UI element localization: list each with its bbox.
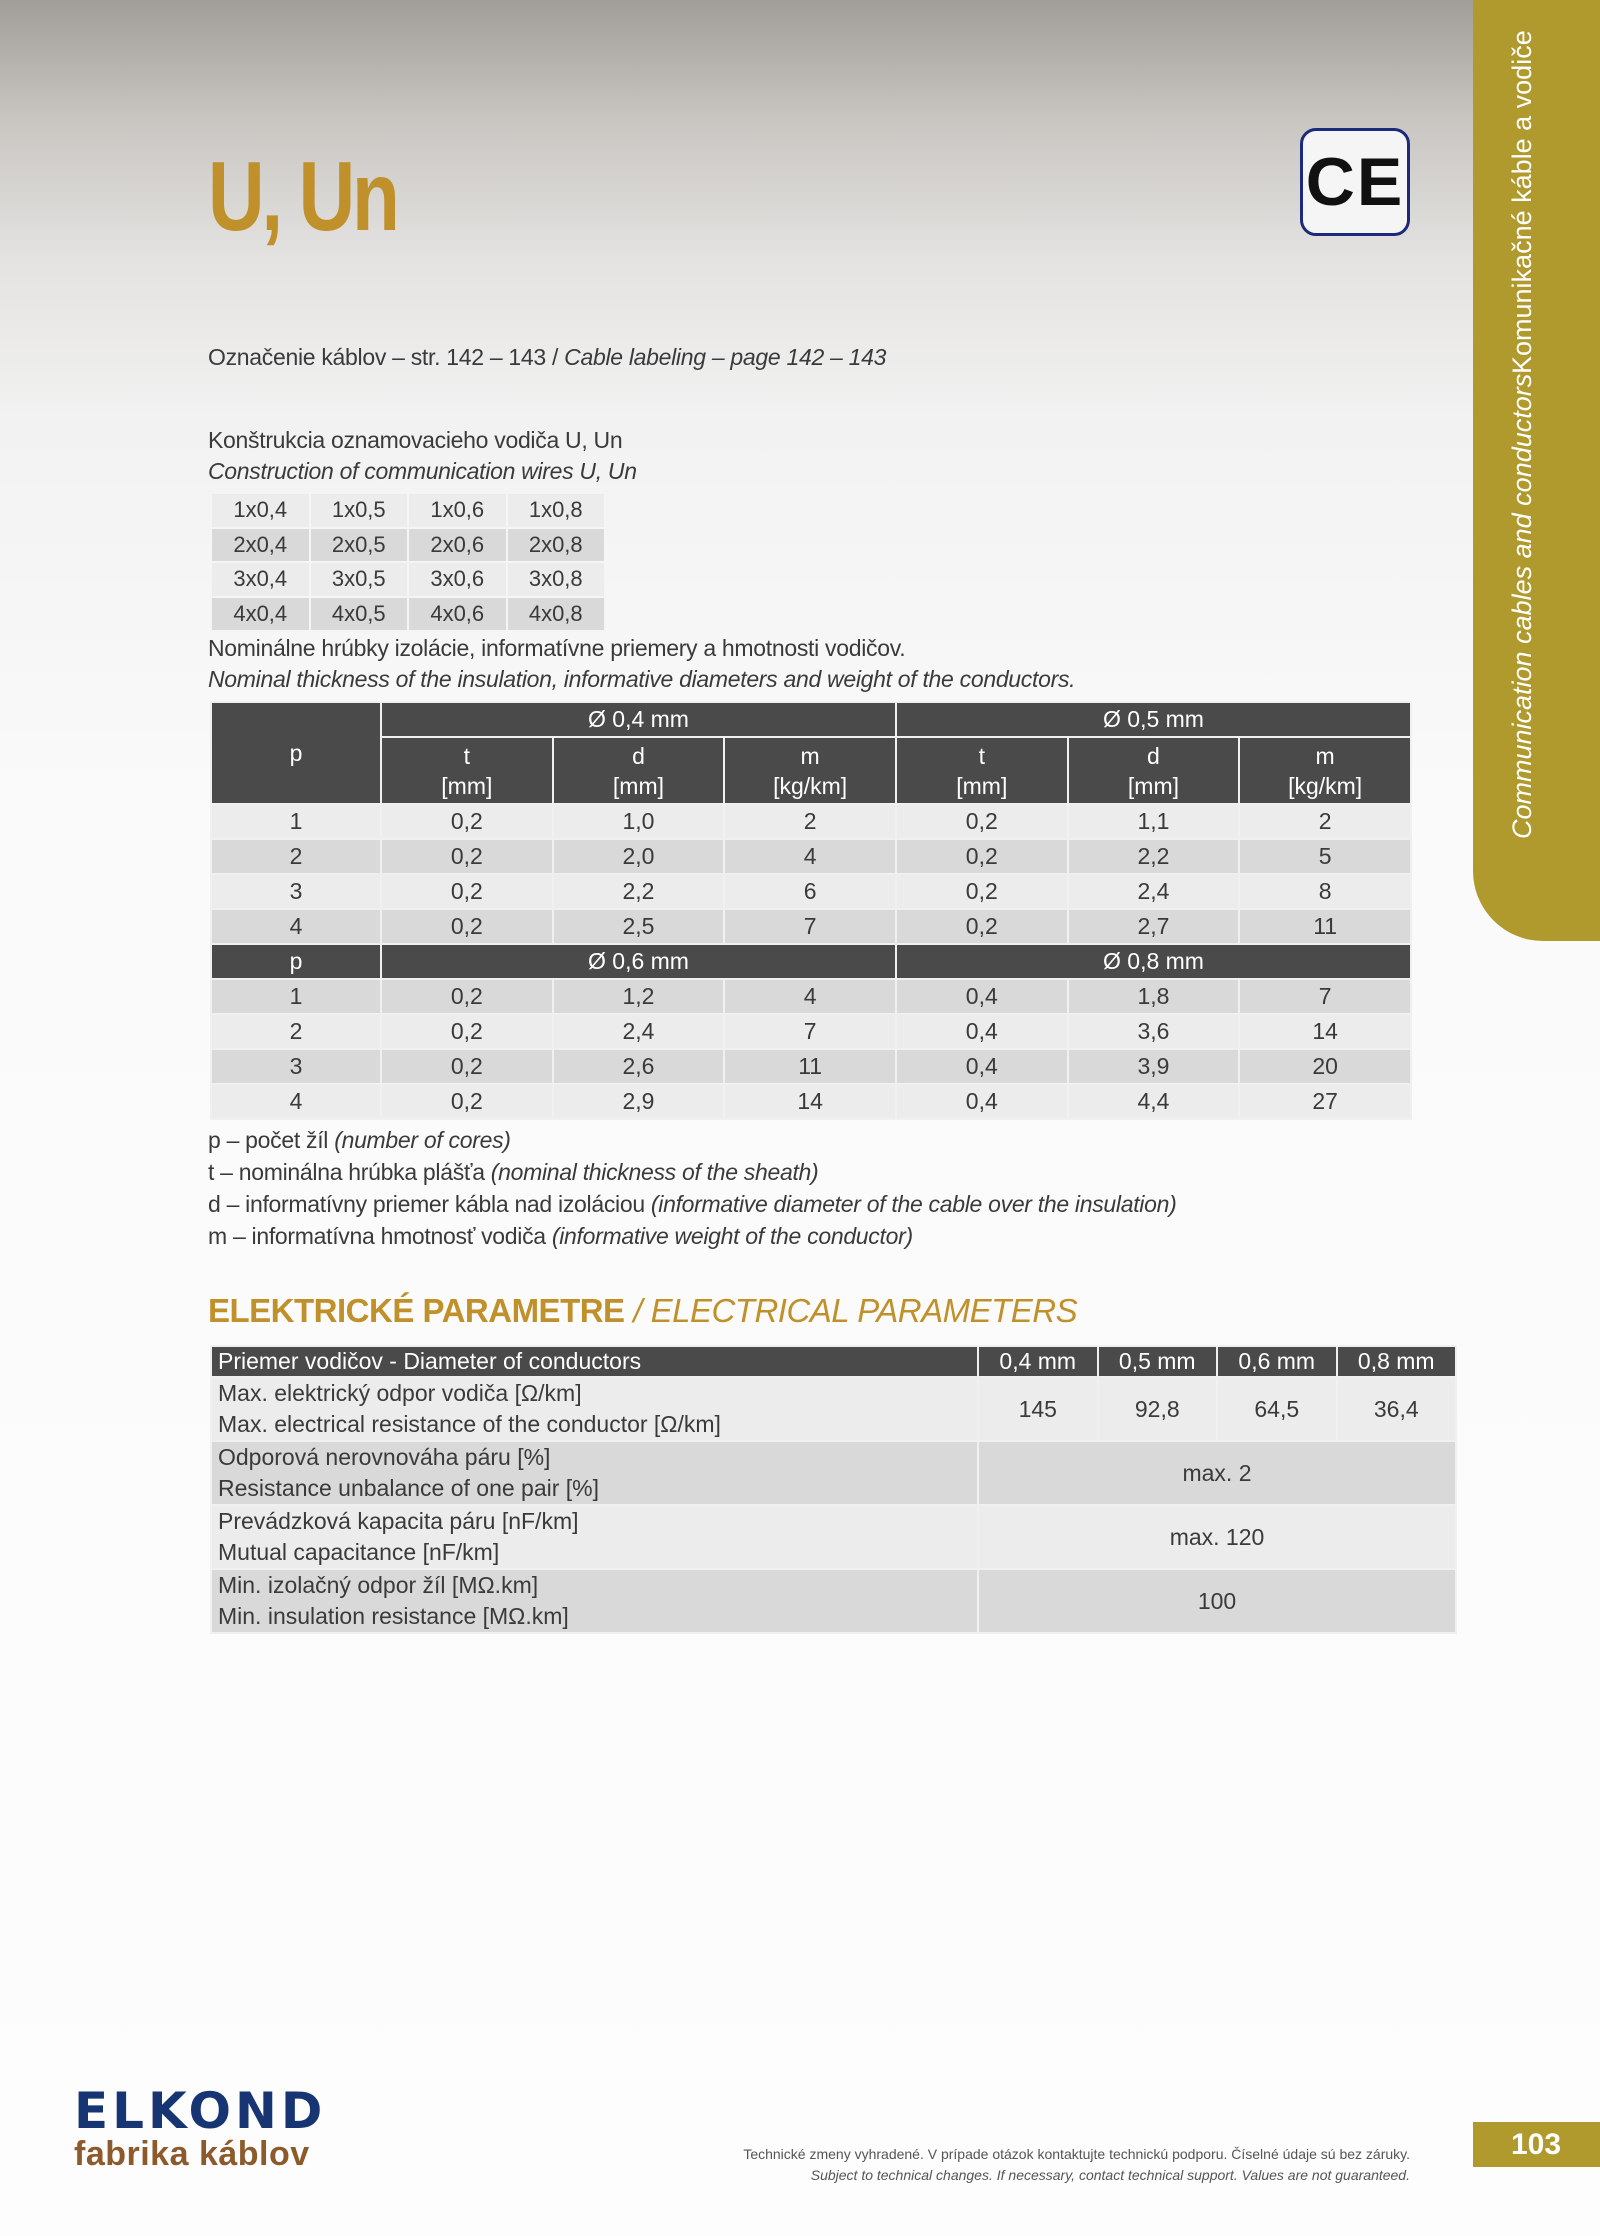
electrical-header: Priemer vodičov - Diameter of conductors <box>211 1346 978 1377</box>
table-cell: 27 <box>1239 1084 1411 1119</box>
table-cell: 0,2 <box>381 979 553 1014</box>
table-cell: 0,2 <box>381 909 553 944</box>
table-row <box>211 909 1411 944</box>
param-sk: Odporová nerovnováha páru [%] <box>218 1444 551 1470</box>
col-header-unit: [mm] <box>612 772 665 799</box>
col-header-p: p <box>211 944 381 979</box>
legend-en: (informative diameter of the cable over the insulation) <box>650 1191 1177 1217</box>
param-value: max. 2 <box>978 1441 1456 1505</box>
legend-en: (nominal thickness of the sheath) <box>490 1159 819 1185</box>
table-cell: 2 <box>211 1014 381 1049</box>
param-sk: Prevádzková kapacita páru [nF/km] <box>218 1508 579 1534</box>
legend-sk: t – nominálna hrúbka plášťa <box>208 1159 491 1185</box>
table-cell: 1x0,6 <box>408 493 507 528</box>
table-row <box>211 874 1411 909</box>
table-row <box>211 1505 1456 1569</box>
table-row <box>211 562 605 597</box>
table-cell: 1 <box>211 979 381 1014</box>
table-cell: 1x0,4 <box>211 493 310 528</box>
table-cell: 0,4 <box>896 1049 1068 1084</box>
page-title: U, Un <box>208 141 397 251</box>
labeling-en: Cable labeling – page 142 – 143 <box>564 344 887 370</box>
col-header-unit: [mm] <box>956 772 1008 799</box>
table-cell: 11 <box>724 1049 896 1084</box>
col-header-p: p <box>211 702 381 804</box>
table-cell: 3x0,8 <box>507 562 606 597</box>
table-cell: 2,7 <box>1068 909 1240 944</box>
table-cell: 1,2 <box>553 979 725 1014</box>
table-cell: 0,2 <box>381 874 553 909</box>
nominal-title-sk: Nominálne hrúbky izolácie, informatívne priemery a hmotnosti vodičov. <box>208 635 906 661</box>
col-header-t <box>381 737 553 804</box>
labeling-reference <box>208 344 886 371</box>
param-en: Resistance unbalance of one pair [%] <box>218 1475 600 1501</box>
table-cell: 0,2 <box>896 909 1068 944</box>
param-value: 36,4 <box>1337 1377 1457 1441</box>
param-value: 64,5 <box>1217 1377 1337 1441</box>
table-cell: 2 <box>211 839 381 874</box>
table-cell: 0,4 <box>896 1014 1068 1049</box>
legend-item <box>208 1191 1176 1218</box>
table-cell: 5 <box>1239 839 1411 874</box>
table-cell: 4x0,5 <box>310 597 409 632</box>
table-cell: 4 <box>724 839 896 874</box>
page-number: 103 <box>1473 2122 1600 2167</box>
table-cell: 14 <box>724 1084 896 1119</box>
table-cell: 2,5 <box>553 909 725 944</box>
param-value: 145 <box>978 1377 1098 1441</box>
param-en: Mutual capacitance [nF/km] <box>218 1539 500 1565</box>
table-cell: 2,2 <box>553 874 725 909</box>
ce-mark-logo: CE <box>1300 128 1410 236</box>
param-value: 92,8 <box>1098 1377 1218 1441</box>
param-label <box>211 1505 978 1569</box>
param-label <box>211 1377 978 1441</box>
table-cell: 3x0,5 <box>310 562 409 597</box>
table-cell: 1,8 <box>1068 979 1240 1014</box>
nominal-title-en <box>208 666 1075 693</box>
table-cell: 3,9 <box>1068 1049 1240 1084</box>
col-header-m <box>1239 737 1411 804</box>
labeling-sk: Označenie káblov – str. 142 – 143 / <box>208 344 565 370</box>
construction-title-sk: Konštrukcia oznamovacieho vodiča U, Un <box>208 427 623 453</box>
nominal-en: Nominal thickness of the insulation, informative diameters and weight of the conductors. <box>208 666 1076 692</box>
param-sk: Min. izolačný odpor žíl [MΩ.km] <box>218 1572 539 1598</box>
param-en: Min. insulation resistance [MΩ.km] <box>218 1603 569 1629</box>
table-cell: 0,2 <box>896 839 1068 874</box>
legend-item <box>208 1223 913 1250</box>
table-cell: 3x0,6 <box>408 562 507 597</box>
table-cell: 2,4 <box>553 1014 725 1049</box>
table-cell: 2x0,4 <box>211 528 310 563</box>
col-header-d <box>553 737 725 804</box>
table-row <box>211 839 1411 874</box>
electrical-heading <box>208 1292 1077 1330</box>
table-cell: 3x0,4 <box>211 562 310 597</box>
table-row <box>211 1441 1456 1505</box>
table-cell: 0,2 <box>381 1049 553 1084</box>
table-cell: 7 <box>724 909 896 944</box>
col-header-t <box>896 737 1068 804</box>
table-cell: 0,4 <box>896 979 1068 1014</box>
table-cell: 1,1 <box>1068 804 1240 839</box>
elkond-logo-subtitle: fabrika káblov <box>74 2135 310 2173</box>
table-row <box>211 1014 1411 1049</box>
table-cell: 1 <box>211 804 381 839</box>
section-title <box>1500 30 1590 839</box>
table-cell: 1,0 <box>553 804 725 839</box>
table-cell: 4x0,4 <box>211 597 310 632</box>
table-cell: 0,2 <box>381 804 553 839</box>
electrical-heading-en: / ELECTRICAL PARAMETERS <box>624 1292 1078 1329</box>
footer-disclaimer-en: Subject to technical changes. If necessary, contact technical support. Values are not guaranteed. <box>810 2167 1410 2183</box>
table-cell: 4,4 <box>1068 1084 1240 1119</box>
legend-sk: m – informatívna hmotnosť vodiča <box>208 1223 552 1249</box>
table-cell: 0,4 <box>896 1084 1068 1119</box>
electrical-table <box>210 1345 1457 1634</box>
group-header: Ø 0,8 mm <box>896 944 1411 979</box>
col-header-unit: [kg/km] <box>773 772 848 799</box>
param-en: Max. electrical resistance of the conductor [Ω/km] <box>218 1411 721 1437</box>
elkond-logo: ELKOND <box>74 2082 327 2140</box>
param-value: 100 <box>978 1569 1456 1633</box>
legend-sk: d – informatívny priemer kábla nad izoláciou <box>208 1191 651 1217</box>
table-cell: 0,2 <box>896 874 1068 909</box>
group-header: Ø 0,5 mm <box>896 702 1411 737</box>
table-cell: 1x0,5 <box>310 493 409 528</box>
table-cell: 2x0,5 <box>310 528 409 563</box>
diameter-header: 0,6 mm <box>1217 1346 1337 1377</box>
group-header: Ø 0,4 mm <box>381 702 896 737</box>
table-cell: 0,2 <box>381 1014 553 1049</box>
legend-item <box>208 1159 818 1186</box>
table-cell: 8 <box>1239 874 1411 909</box>
electrical-heading-sk: ELEKTRICKÉ PARAMETRE <box>208 1292 625 1329</box>
col-header-name: d <box>632 742 645 769</box>
table-cell: 2x0,8 <box>507 528 606 563</box>
table-row <box>211 597 605 632</box>
legend-en: (number of cores) <box>334 1127 511 1153</box>
table-cell: 2 <box>1239 804 1411 839</box>
table-cell: 4x0,8 <box>507 597 606 632</box>
legend-item <box>208 1127 511 1154</box>
table-row <box>211 1049 1411 1084</box>
construction-title-en <box>208 458 637 485</box>
col-header-unit: [kg/km] <box>1288 772 1363 799</box>
construction-en: Construction of communication wires U, Un <box>208 458 637 484</box>
table-cell: 11 <box>1239 909 1411 944</box>
table-row <box>211 1084 1411 1119</box>
table-cell: 7 <box>724 1014 896 1049</box>
table-cell: 0,2 <box>381 1084 553 1119</box>
table-row <box>211 1377 1456 1441</box>
table-cell: 7 <box>1239 979 1411 1014</box>
table-row <box>211 1569 1456 1633</box>
col-header-m <box>724 737 896 804</box>
table-cell: 2,0 <box>553 839 725 874</box>
table-cell: 4x0,6 <box>408 597 507 632</box>
table-row <box>211 804 1411 839</box>
col-header-name: d <box>1147 742 1160 769</box>
table-cell: 4 <box>211 909 381 944</box>
table-row <box>211 979 1411 1014</box>
table-row <box>211 493 605 528</box>
table-cell: 3 <box>211 1049 381 1084</box>
table-cell: 3 <box>211 874 381 909</box>
table-cell: 20 <box>1239 1049 1411 1084</box>
param-sk: Max. elektrický odpor vodiča [Ω/km] <box>218 1380 582 1406</box>
param-value: max. 120 <box>978 1505 1456 1569</box>
table-cell: 2,4 <box>1068 874 1240 909</box>
table-cell: 6 <box>724 874 896 909</box>
table-cell: 2,6 <box>553 1049 725 1084</box>
col-header-name: m <box>1315 742 1335 769</box>
col-header-name: t <box>463 742 471 769</box>
table-cell: 3,6 <box>1068 1014 1240 1049</box>
section-title-sk: Komunikačné káble a vodiče <box>1507 30 1537 374</box>
table-cell: 14 <box>1239 1014 1411 1049</box>
table-cell: 2,9 <box>553 1084 725 1119</box>
table-cell: 1x0,8 <box>507 493 606 528</box>
construction-table <box>210 492 606 632</box>
table-cell: 0,2 <box>896 804 1068 839</box>
param-label <box>211 1441 978 1505</box>
diameter-header: 0,4 mm <box>978 1346 1098 1377</box>
table-cell: 2x0,6 <box>408 528 507 563</box>
table-cell: 2,2 <box>1068 839 1240 874</box>
legend-en: (informative weight of the conductor) <box>551 1223 913 1249</box>
col-header-name: t <box>978 742 985 769</box>
table-cell: 4 <box>211 1084 381 1119</box>
section-title-en: Communication cables and conductors <box>1507 373 1537 839</box>
group-header: Ø 0,6 mm <box>381 944 896 979</box>
table-row <box>211 528 605 563</box>
diameter-header: 0,8 mm <box>1337 1346 1457 1377</box>
legend-sk: p – počet žíl <box>208 1127 335 1153</box>
table-cell: 2 <box>724 804 896 839</box>
table-cell: 0,2 <box>381 839 553 874</box>
dimensions-table <box>210 701 1412 1120</box>
col-header-unit: [mm] <box>441 772 493 799</box>
col-header-name: m <box>800 742 820 769</box>
table-cell: 4 <box>724 979 896 1014</box>
col-header-unit: [mm] <box>1127 772 1179 799</box>
col-header-d <box>1068 737 1240 804</box>
diameter-header: 0,5 mm <box>1098 1346 1218 1377</box>
param-label <box>211 1569 978 1633</box>
footer-disclaimer-sk: Technické zmeny vyhradené. V prípade otázok kontaktujte technickú podporu. Číselné údaje sú bez záruky. <box>743 2146 1410 2162</box>
